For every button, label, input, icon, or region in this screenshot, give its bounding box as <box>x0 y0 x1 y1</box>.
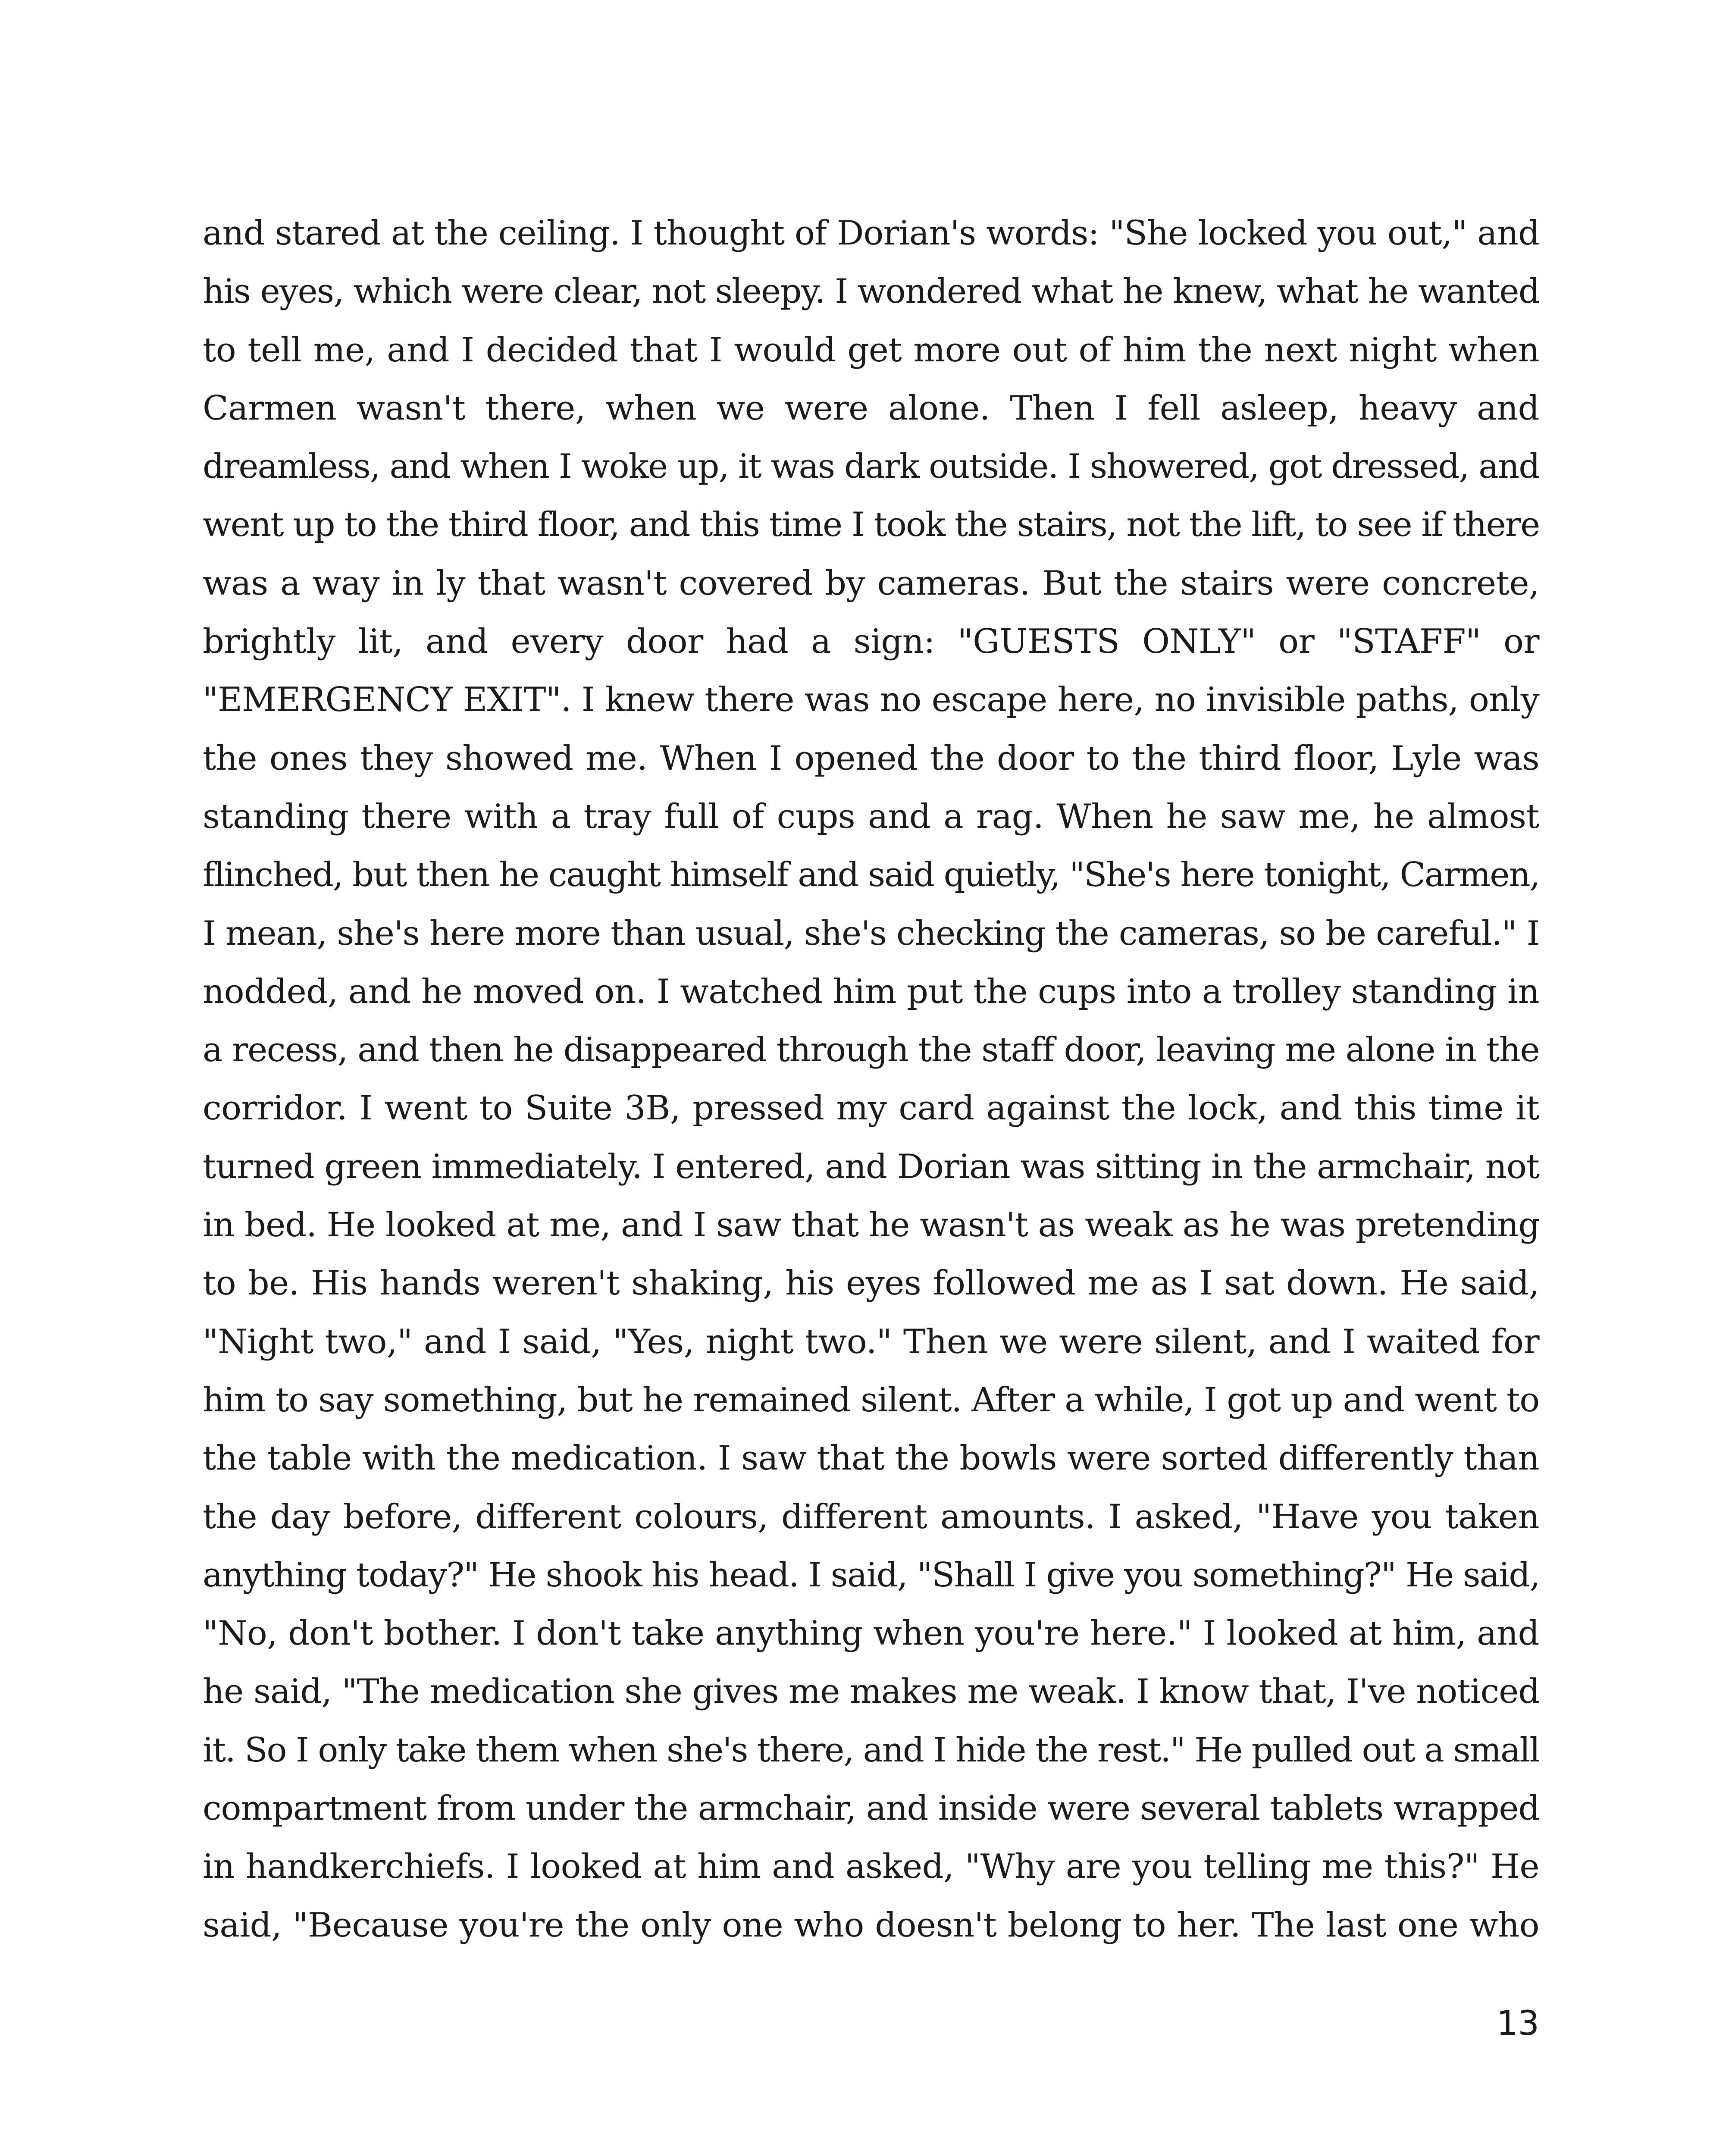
text-line: standing there with a tray full of cups and a rag. When he saw me, he almost <box>203 797 1539 836</box>
text-line: "EMERGENCY EXIT". I knew there was no escape here, no invisible paths, only <box>203 680 1539 720</box>
text-line: nodded, and he moved on. I watched him put the cups into a trolley standing in <box>203 972 1539 1011</box>
text-line: flinched, but then he caught himself and said quietly, "She's here tonight, Carmen, <box>203 856 1540 895</box>
text-line: and stared at the ceiling. I thought of Dorian's words: "She locked you out," and <box>203 214 1539 253</box>
text-line: brightly lit, and every door had a sign: "GUESTS ONLY" or "STAFF" or <box>203 622 1539 661</box>
text-line: went up to the third floor, and this time I took the stairs, not the lift, to see if there <box>203 505 1540 545</box>
text-line: his eyes, which were clear, not sleepy. I wondered what he knew, what he wanted <box>203 272 1540 311</box>
body-text <box>203 204 1539 1955</box>
text-line: the day before, different colours, different amounts. I asked, "Have you taken <box>203 1497 1539 1536</box>
text-line: it. So I only take them when she's there, and I hide the rest." He pulled out a small <box>203 1730 1539 1770</box>
text-line: "Night two," and I said, "Yes, night two." Then we were silent, and I waited for <box>203 1322 1539 1361</box>
text-line: corridor. I went to Suite 3B, pressed my card against the lock, and this time it <box>203 1089 1539 1128</box>
text-line: Carmen wasn't there, when we were alone. Then I fell asleep, heavy and <box>203 389 1539 428</box>
page-number: 13 <box>1496 2004 1539 2043</box>
text-line: a recess, and then he disappeared through the staff door, leaving me alone in the <box>203 1031 1540 1070</box>
text-line: in bed. He looked at me, and I saw that he wasn't as weak as he was pretending <box>203 1206 1540 1245</box>
text-line: he said, "The medication she gives me makes me weak. I know that, I've noticed <box>203 1672 1540 1711</box>
text-line: "No, don't bother. I don't take anything when you're here." I looked at him, and <box>203 1614 1539 1653</box>
text-line: turned green immediately. I entered, and Dorian was sitting in the armchair, not <box>203 1147 1540 1186</box>
text-line: I mean, she's here more than usual, she's checking the cameras, so be careful." I <box>203 914 1540 953</box>
text-line: him to say something, but he remained silent. After a while, I got up and went to <box>203 1380 1539 1420</box>
text-line: the table with the medication. I saw that the bowls were sorted differently than <box>203 1439 1539 1478</box>
text-line: the ones they showed me. When I opened the door to the third floor, Lyle was <box>203 739 1539 778</box>
text-line: said, "Because you're the only one who doesn't belong to her. The last one who <box>203 1905 1539 1945</box>
text-line: to be. His hands weren't shaking, his eyes followed me as I sat down. He said, <box>203 1264 1539 1303</box>
text-line: anything today?" He shook his head. I said, "Shall I give you something?" He said, <box>203 1555 1540 1595</box>
text-line: dreamless, and when I woke up, it was dark outside. I showered, got dressed, and <box>203 447 1540 486</box>
text-line: in handkerchiefs. I looked at him and asked, "Why are you telling me this?" He <box>203 1847 1539 1887</box>
text-line: was a way in ly that wasn't covered by cameras. But the stairs were concrete, <box>203 564 1539 603</box>
text-line: to tell me, and I decided that I would get more out of him the next night when <box>203 330 1539 370</box>
text-line: compartment from under the armchair, and inside were several tablets wrapped <box>203 1789 1540 1828</box>
